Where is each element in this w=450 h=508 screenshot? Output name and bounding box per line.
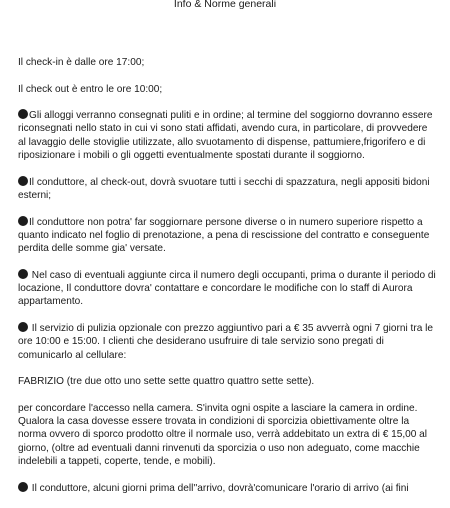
paragraph-contatto [18, 375, 438, 388]
paragraph-check-out [18, 83, 438, 96]
paragraph-text: Il conduttore, al check-out, dovrà svuotare tutti i secchi di spazzatura, negli appositi bidoni esterni; [18, 176, 430, 201]
paragraph-accesso-camera [18, 402, 438, 468]
bullet-circle-icon [18, 322, 28, 332]
bullet-circle-icon [18, 109, 28, 119]
document-title: Info & Norme generali [173, 0, 277, 10]
paragraph-numero-persone [18, 216, 438, 256]
bullet-circle-icon [18, 482, 28, 492]
paragraph-consegna-alloggi [18, 109, 438, 162]
paragraph-spazzatura [18, 176, 438, 203]
paragraph-text: Nel caso di eventuali aggiunte circa il numero degli occupanti, prima o durante il periodo di locazione, Il conduttore dovra' contattare e concordare le modifiche con lo staff di Aurora appartamento. [18, 269, 436, 308]
paragraph-text: FABRIZIO (tre due otto uno sette sette quattro quattro sette sette). [18, 376, 315, 388]
paragraph-text: Il conduttore, alcuni giorni prima dell''arrivo, dovrà'comunicare l'orario di arrivo (ai fini [29, 482, 409, 494]
paragraph-servizio-pulizia [18, 322, 438, 362]
paragraph-text: Il check out è entro le ore 10:00; [18, 83, 163, 95]
paragraph-orario-arrivo [18, 482, 438, 495]
paragraph-aggiunte-occupanti [18, 269, 438, 309]
paragraph-check-in [18, 56, 438, 69]
document-body [18, 56, 438, 508]
paragraph-text: Il check-in è dalle ore 17:00; [18, 57, 145, 68]
bullet-circle-icon [18, 269, 28, 279]
paragraph-text: Gli alloggi verranno consegnati puliti e in ordine; al termine del soggiorno dovranno essere riconsegnati nello stato in cui vi sono stati affidati, avendo cura, in particolare, di provvedere al lavaggio delle stoviglie utilizzate, allo svuotamento di dispense, pattumiere,frigorifero e di riposizionare i mobili o gli oggetti eventualmente spostati durante il soggiorno. [18, 110, 433, 162]
paragraph-text: per concordare l'accesso nella camera. S'invita ogni ospite a lasciare la camera in ordine. Qualora la casa dovesse essere trovata in condizioni di sporcizia obiettivamente oltre la norma ovvero di sporco prodotto oltre il normale uso, verrà addebitato un extra di € 15,00 al giorno, (oltre ad eventuali danni rinvenuti da sporcizia o uso non adeguato, come macchie indelebili a tappeti, coperte, tende, e mobili). [18, 402, 428, 467]
paragraph-text: Il conduttore non potra' far soggiornare persone diverse o in numero superiore rispetto a quanto indicato nel foglio di prenotazione, a pena di rescissione del contratto e conseguente perdita delle somme gia' versate. [18, 216, 430, 255]
bullet-circle-icon [18, 216, 28, 226]
paragraph-text: Il servizio di pulizia opzionale con prezzo aggiuntivo pari a € 35 avverrà ogni 7 giorni tra le ore 10:00 e 15:00. I clienti che desiderano usufruire di tale servizio sono pregati di comunicarlo al cellulare: [18, 322, 433, 361]
bullet-circle-icon [18, 176, 28, 186]
